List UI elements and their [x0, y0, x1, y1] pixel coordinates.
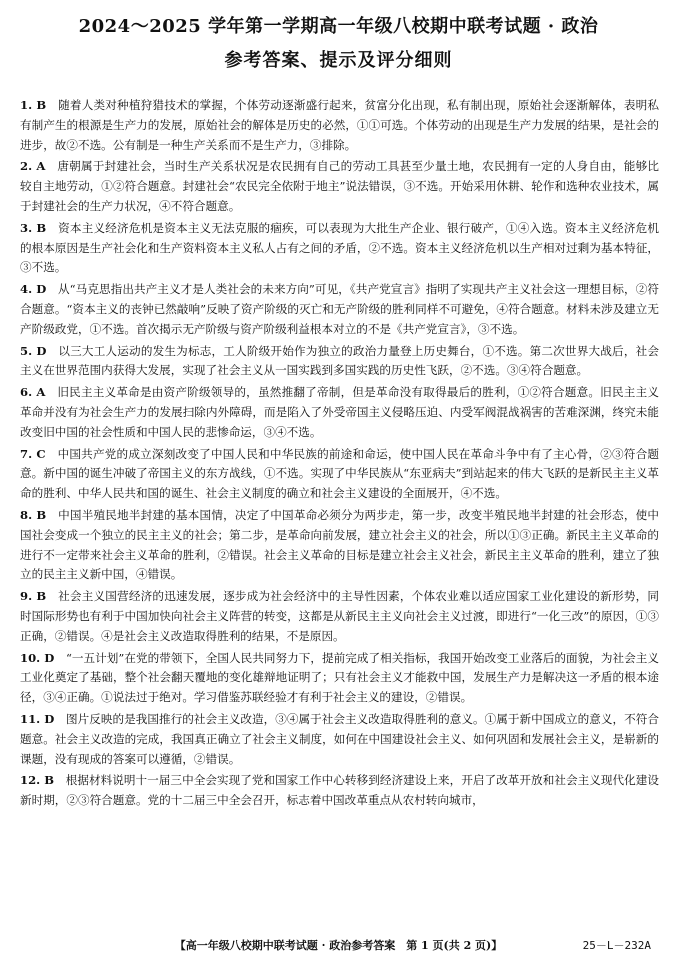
- answer-number: 11. D: [20, 711, 55, 726]
- answer-item-11: [20, 710, 659, 769]
- answer-number: 4. D: [20, 282, 47, 297]
- answer-number: 5. D: [20, 343, 47, 358]
- answer-text: 图片反映的是我国推行的社会主义改造，③④属于社会主义改造取得胜利的意义。①属于新中国成立的意义，不符合题意。社会主义改造的完成，我国真正确立了社会主义制度，如何在中国建设社会主义、如何巩固和发展社会主义，是崭新的课题，没有现成的答案可以遵循，②错误。: [20, 711, 659, 766]
- answer-item-8: [20, 506, 659, 585]
- answer-text: 中国共产党的成立深刻改变了中国人民和中华民族的前途和命运，使中国人民在革命斗争中有了主心骨，②③符合题意。新中国的诞生冲破了帝国主义的东方战线，①不选。实现了中华民族从“东亚病夫”到站起来的伟大飞跃的是新民主主义革命的胜利、中华人民共和国的诞生、社会主义制度的确立和社会主义建设的全面展开，④不选。: [20, 446, 659, 501]
- answer-number: 7. C: [20, 446, 46, 461]
- answer-text: 资本主义经济危机是资本主义无法克服的痼疾，可以表现为大批生产企业、银行破产，①④入选。资本主义经济危机的根本原因是生产社会化和生产资料资本主义私人占有之间的矛盾，②不选。资本主义经济危机以生产相对过剩为基本特征，③不选。: [20, 220, 659, 275]
- answer-text: 社会主义国营经济的迅速发展，逐步成为社会经济中的主导性因素，个体农业难以适应国家工业化建设的新形势，同时国际形势也有利于中国加快向社会主义阵营的转变，这都是从新民主主义向社会主义过渡，即进行“一化三改”的原因，①③正确，②错误。④是社会主义改造取得胜利的结果，不是原因。: [20, 589, 659, 643]
- answer-item-3: [20, 219, 659, 278]
- answer-text: 旧民主主义革命是由资产阶级领导的，虽然推翻了帝制，但是革命没有取得最后的胜利，①②符合题意。旧民主主义革命并没有为社会生产力的发展扫除内外障碍，而是陷入了外受帝国主义侵略压迫、内受军阀混战祸害的苦难深渊，终究未能改变旧中国的社会性质和中国人民的悲惨命运，③④不选。: [20, 385, 659, 439]
- answer-list: [20, 96, 659, 813]
- answer-item-5: [20, 342, 659, 382]
- answer-number: 2. A: [20, 159, 46, 174]
- answer-item-2: [20, 157, 659, 216]
- answer-number: 3. B: [20, 220, 47, 235]
- answer-number: 1. B: [20, 98, 47, 112]
- answer-item-7: [20, 445, 659, 504]
- answer-item-10: [20, 649, 659, 708]
- answer-text: 从“马克思指出共产主义才是人类社会的未来方向”可见，《共产党宣言》指明了实现共产主义社会这一理想目标，②符合题意。“资本主义的丧钟已然敲响”反映了资产阶级的灭亡和无产阶级的胜利同样不可避免，④符合题意。材料未涉及建立无产阶级政党，①不选。首次揭示无产阶级与资产阶级利益根本对立的不是《共产党宣言》，③不选。: [20, 282, 659, 336]
- answer-number: 8. B: [20, 507, 47, 522]
- answer-text: 中国半殖民地半封建的基本国情，决定了中国革命必须分为两步走，第一步，改变半殖民地半封建的社会形态，使中国社会变成一个独立的民主主义的社会；第二步，是革命向前发展，建立社会主义的社会，所以①③正确。新民主主义革命的进行不一定带来社会主义革命的胜利，②错误。社会主义革命的目标是建立社会主义社会，新民主主义革命的胜利，建立了独立的民主主义新中国，④错误。: [20, 507, 659, 582]
- answer-text: 随着人类对种植狩猎技术的掌握，个体劳动逐渐盛行起来，贫富分化出现，私有制出现，原始社会逐渐解体，表明私有制产生的根源是生产力的发展，原始社会的解体是历史的必然，①①可选。个体劳动的出现是生产力发展的结果，是社会的进步，故②不选。公有制是一种生产关系而不是生产力，③排除。: [20, 98, 659, 152]
- page-subtitle: 参考答案、提示及评分细则: [224, 50, 453, 71]
- answer-item-9: [20, 587, 659, 646]
- answer-item-6: [20, 383, 659, 442]
- page-footer: [0, 937, 677, 955]
- answer-number: 10. D: [20, 650, 55, 665]
- page-title: 2024～2025 学年第一学期高一年级八校期中联考试题 · 政治: [78, 16, 599, 37]
- answer-text: 根据材料说明十一届三中全会实现了党和国家工作中心转移到经济建设上来，开启了改革开放和社会主义现代化建设新时期，②③符合题意。党的十二届三中全会召开，标志着中国改革重点从农村转向城市，: [20, 773, 659, 808]
- answer-text: 唐朝属于封建社会，当时生产关系状况是农民拥有自己的劳动工具甚至少量土地，农民拥有一定的人身自由，能够比较自主地劳动，①②符合题意。封建社会“农民完全依附于地主”说法错误，③不选。开始采用休耕、轮作和选种农业技术，属于封建社会的生产力状况，④不符合题意。: [20, 159, 659, 213]
- answer-number: 12. B: [20, 773, 55, 788]
- answer-text: “一五计划”在党的带领下，全国人民共同努力下，提前完成了相关指标，我国开始改变工业落后的面貌，为社会主义工业化奠定了基础，整个社会翻天覆地的变化雄辩地证明了；只有社会主义才能救中国，发展生产力是解决这一矛盾的根本途径，③④正确。①说法过于绝对。学习借鉴苏联经验才有利于社会主义的建设，②错误。: [20, 650, 659, 705]
- answer-item-1: [20, 96, 659, 155]
- answer-number: 6. A: [20, 385, 46, 400]
- answer-item-4: [20, 280, 659, 339]
- answer-number: 9. B: [20, 589, 47, 604]
- answer-text: 以三大工人运动的发生为标志，工人阶级开始作为独立的政治力量登上历史舞台，①不选。第二次世界大战后，社会主义在世界范围内获得大发展，实现了社会主义从一国实践到多国实践的历史性飞跃，②不选。③④符合题意。: [20, 343, 659, 378]
- footer-code: 25－L－232A: [582, 939, 651, 952]
- answer-item-12: [20, 771, 659, 811]
- footer-page-info: 【高一年级八校期中联考试题 · 政治参考答案 第 1 页(共 2 页)】: [174, 939, 503, 952]
